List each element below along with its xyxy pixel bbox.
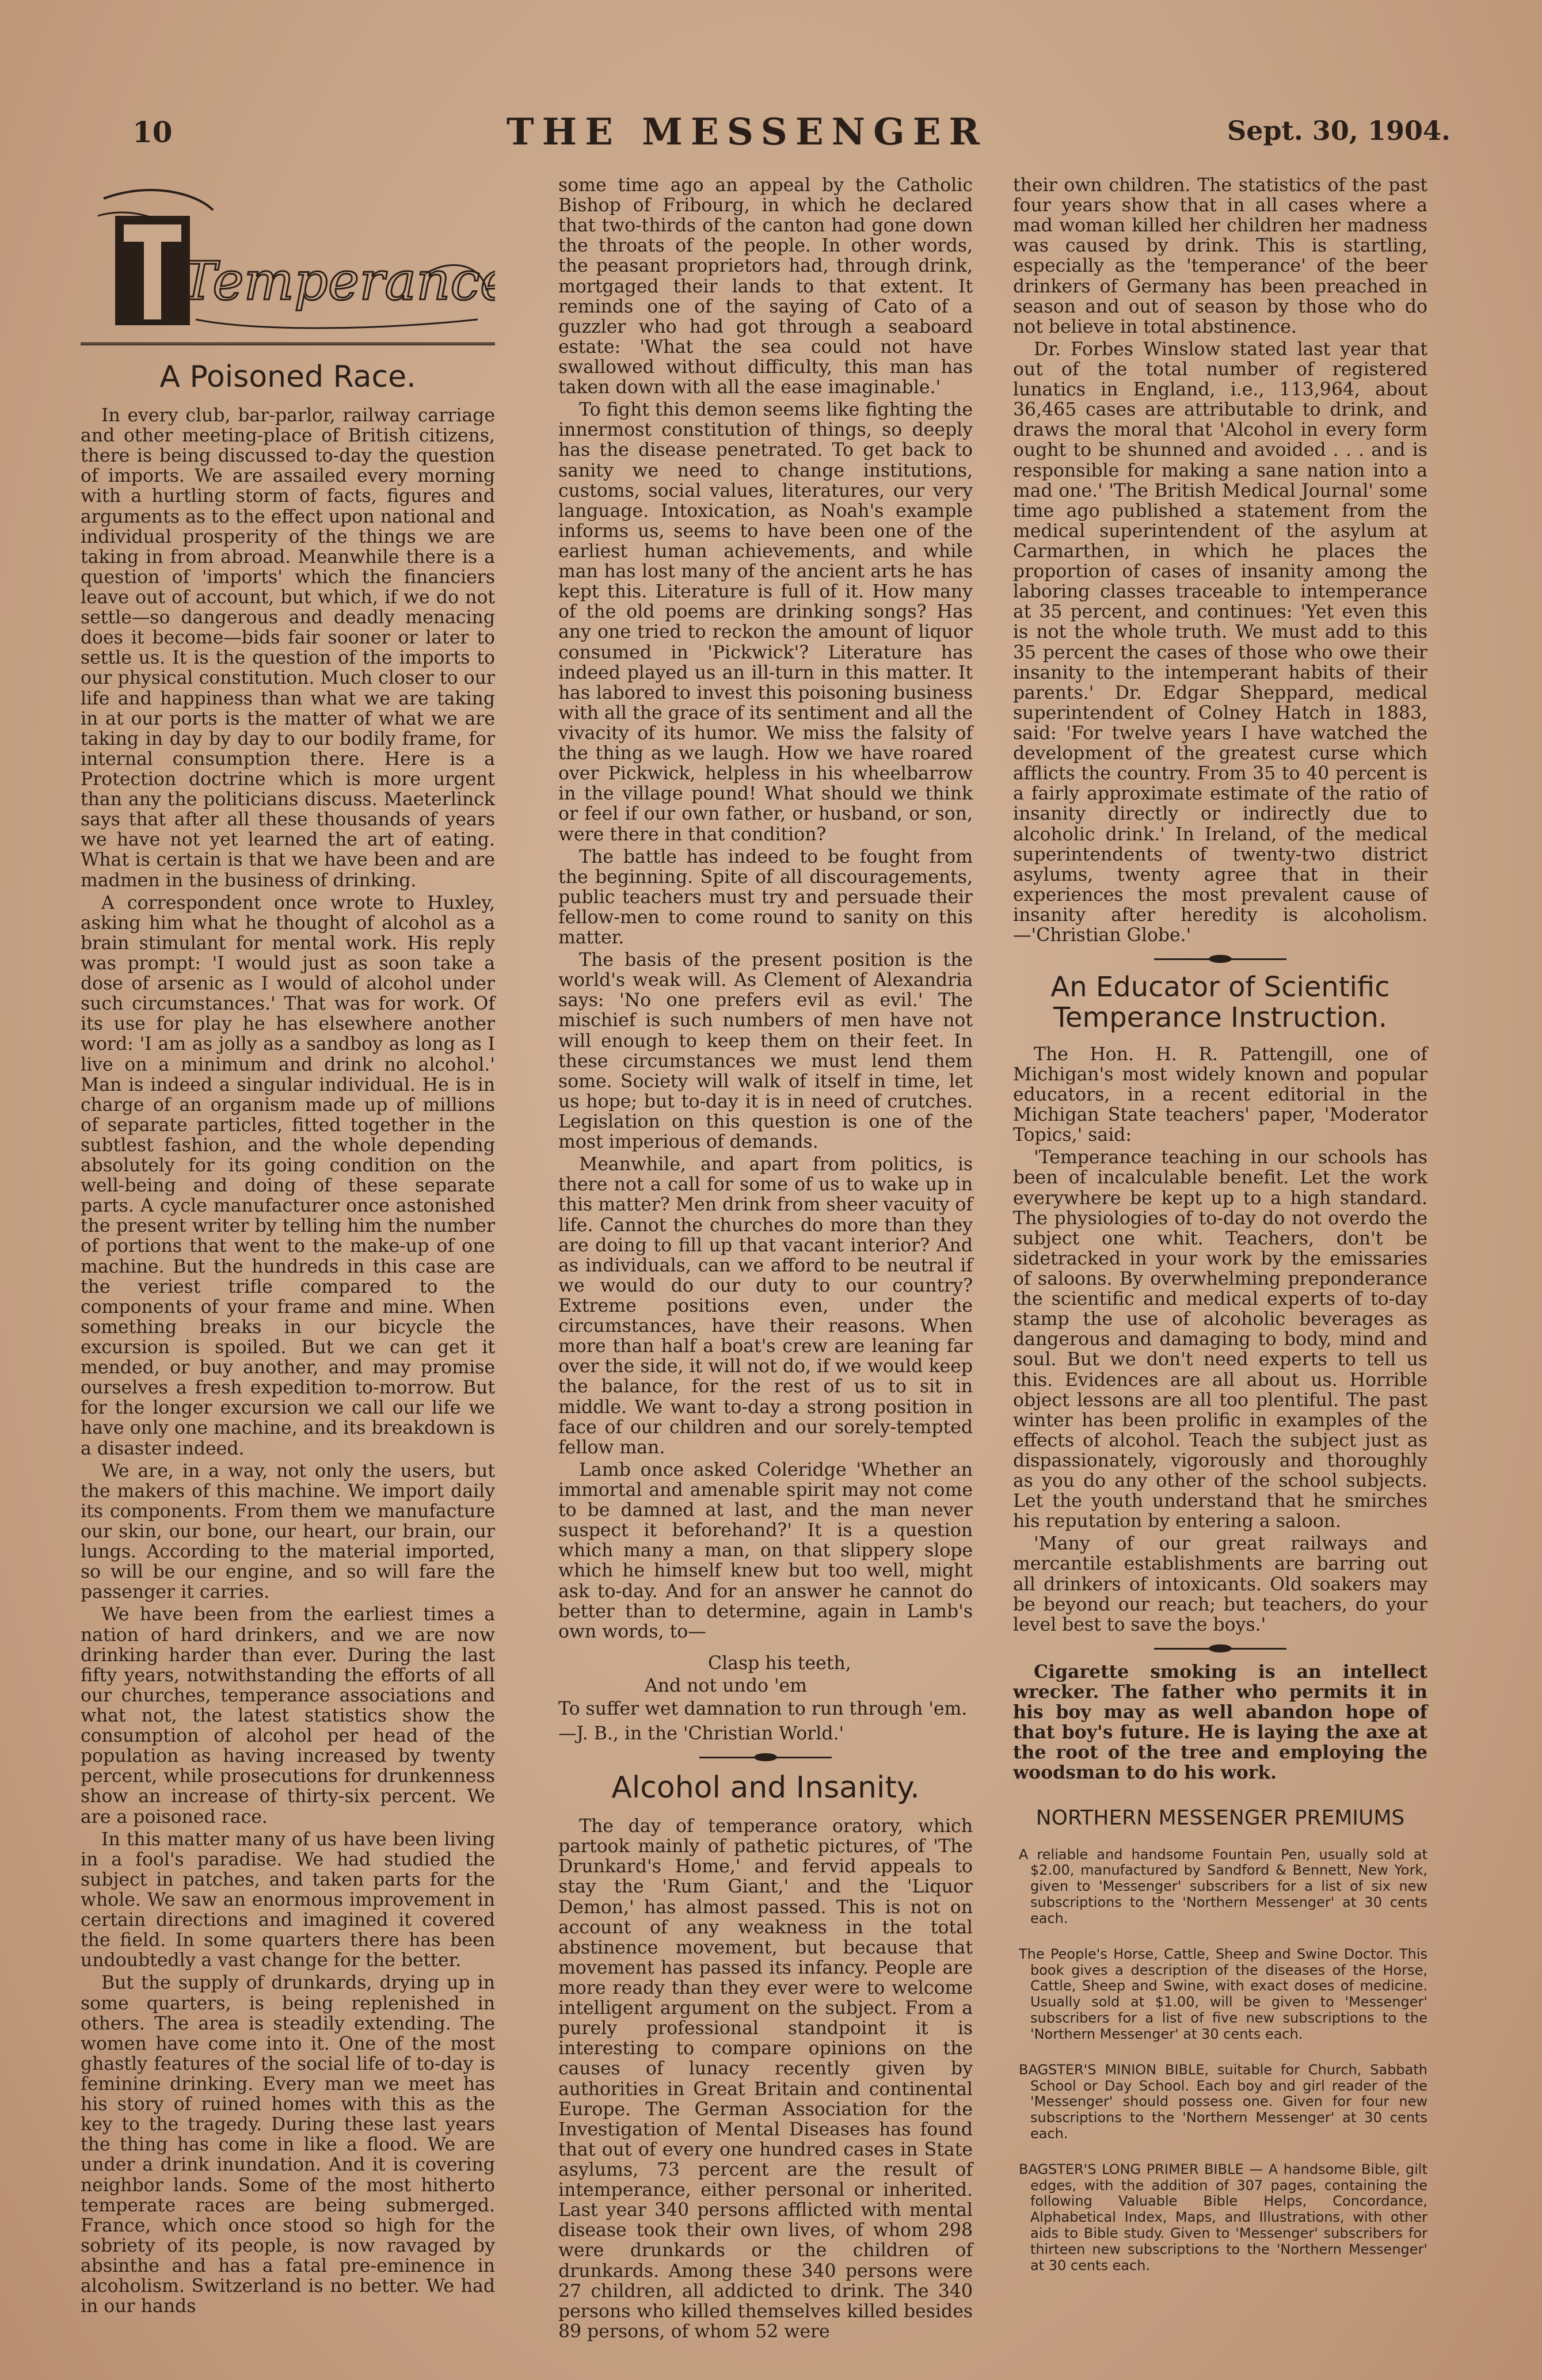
premium-item: BAGSTER'S LONG PRIMER BIBLE — A handsome Bible, gilt edges, with the addition of 307 pages, containing the following Valuable Bible Helps, Concordance, Alphabetical Index, Maps, and Illustrations, with other aids to Bible study. Given to 'Messenger' subscribers for thirteen new subscriptions to the 'Northern Messenger' at 30 cents each. (1019, 2161, 1427, 2274)
temperance-banner (81, 176, 495, 354)
section-separator (699, 1753, 832, 1761)
article-paragraph: 'Many of our great railways and mercantile establishments are barring out all drinkers of intoxicants. Old soakers may be beyond our reach; but teachers, do your level best to save the boys.' (1013, 1533, 1427, 1635)
premium-item: BAGSTER'S MINION BIBLE, suitable for Church, Sabbath School or Day School. Each boy and girl reader of the 'Messenger' should possess one. Given for four new subscriptions to the 'Northern Messenger' at 30 cents each. (1019, 2061, 1427, 2142)
issue-date: Sept. 30, 1904. (1227, 115, 1450, 146)
article-title-educator: An Educator of Scientific Temperance Instruction. (1050, 971, 1390, 1034)
article-paragraph: The basis of the present position is the world's weak will. As Clement of Alexandria says: 'No one prefers evil as evil.' The mischief is such numbers of men have not will enough to keep them on their feet. In these circumstances we must lend them some. Society will walk of itself in time, let us hope; but to-day it is in need of crutches. Legislation on this question is one of the most imperious of demands. (558, 950, 973, 1153)
article-paragraph: some time ago an appeal by the Catholic Bishop of Fribourg, in which he declared that two-thirds of the canton had gone down the throats of the people. In other words, the peasant proprietors had, through drink, mortgaged their lands to that extent. It reminds one of the saying of Cato of a guzzler who had got through a seaboard estate: 'What the sea could not have swallowed without difficulty, this man has taken down with all the ease imaginable.' (558, 175, 973, 398)
article-title-alcohol-insanity: Alcohol and Insanity. (611, 1770, 920, 1806)
section-separator (1154, 1644, 1286, 1652)
article-paragraph: We are, in a way, not only the users, but the makers of this machine. We import daily its components. From them we manufacture our skin, our bone, our heart, our brain, our lungs. According to the material imported, so will be our engine, and so will fare the passenger it carries. (81, 1460, 495, 1603)
article-signature: —J. B., in the 'Christian World.' (558, 1723, 844, 1744)
article-paragraph: A correspondent once wrote to Huxley, asking him what he thought of alcohol as a brain stimulant for mental work. His reply was prompt: 'I would just as soon take a dose of arsenic as I would of alcohol under such circumstances.' That was for work. Of its use for play he has elsewhere another word: 'I am as jolly as a sandboy as long as I live on a minimum and drink no alcohol.' Man is indeed a singular individual. He is in charge of an organism made up of millions of separate particles, fitted together in the subtlest fashion, and the whole depending absolutely for its going condition on the well-being and doing of these separate parts. A cycle manufacturer once astonished the present writer by telling him the number of portions that went to the make-up of one machine. But the hundreds in this case are the veriest trifle compared to the components of your frame and mine. When something breaks in our bicycle the excursion is spoiled. But we can get it mended, or buy another, and may promise ourselves a fresh expedition to-morrow. But for the longer excursion we call our life we have only one machine, and its breakdown is a disaster indeed. (81, 892, 495, 1459)
page-header (132, 111, 1450, 154)
cigarette-note: Cigarette smoking is an intellect wrecker. The father who permits it in his boy may as well abandon hope of that boy's future. He is laying the axe at the root of the tree and employing the woodsman to do his work. (1013, 1661, 1427, 1784)
masthead: THE MESSENGER (507, 111, 988, 154)
page-number: 10 (132, 115, 173, 149)
column-2 (558, 176, 973, 2344)
article-paragraph: The day of temperance oratory, which partook mainly of pathetic pictures, of 'The Drunkard's Home,' and fervid appeals to stay the 'Rum Giant,' and the 'Liquor Demon,' has almost passed. This is not on account of any weakness in the total abstinence movement, but because that movement has passed its infancy. People are more ready than they ever were to welcome intelligent argument on the subject. From a purely professional standpoint it is interesting to compare opinions on the causes of lunacy recently given by authorities in Great Britain and continental Europe. The German Association for the Investigation of Mental Diseases has found that out of every one hundred cases in State asylums, 73 percent are the result of intemperance, either personal or inherited. Last year 340 persons afflicted with mental disease took their own lives, of whom 298 were drunkards or the children of drunkards. Among these 340 persons were 27 children, all addicted to drink. The 340 persons who killed themselves killed besides 89 persons, of whom 52 were (558, 1816, 973, 2342)
poem-line: And not undo 'em (645, 1675, 808, 1697)
section-separator (1154, 955, 1286, 963)
article-paragraph: Dr. Forbes Winslow stated last year that out of the total number of registered lunatics in England, i.e., 113,964, about 36,465 cases are attributable to drink, and draws the moral that 'Alcohol in every form ought to be shunned and avoided . . . and is responsible for making a sane nation into a mad one.' 'The British Medical Journal' some time ago published a statement from the medical superintendent of the asylum at Carmarthen, in which he places the proportion of cases of insanity among the laboring classes traceable to intemperance at 35 percent, and continues: 'Yet even this is not the whole truth. We must add to this 35 percent the cases of those who owe their insanity to the intemperant habits of their parents.' Dr. Edgar Sheppard, medical superintendent of Colney Hatch in 1883, said: 'For twelve years I have watched the development of the greatest curse which afflicts the country. From 35 to 40 percent is a fairly approximate estimate of the ratio of insanity directly or indirectly due to alcoholic drink.' In Ireland, of the medical superintendents of twenty-two district asylums, twenty agree that in their experiences the most prevalent cause of insanity after heredity is alcoholism.—'Christian Globe.' (1013, 338, 1427, 946)
article-paragraph: We have been from the earliest times a nation of hard drinkers, and we are now drinking harder than ever. During the last fifty years, notwithstanding the efforts of all our churches, temperance associations and what not, the latest statistics show the consumption of alcohol per head of the population as having increased by twenty percent, while prosecutions for drunkenness show an increase of thirty-six percent. We are a poisoned race. (81, 1604, 495, 1827)
article-paragraph: their own children. The statistics of the past four years show that in all cases where a mad woman killed her children her madness was caused by drink. This is startling, especially as the 'temperance' of the beer drinkers of Germany has been preached in season and out of season by those who do not believe in total abstinence. (1013, 175, 1427, 337)
banner-rule (81, 342, 495, 345)
article-paragraph: To fight this demon seems like fighting the innermost constitution of things, so deeply has the disease penetrated. To get back to sanity we need to change institutions, customs, social values, literatures, our very language. Intoxication, as Noah's example informs us, seems to have been one of the earliest human achievements, and while man has lost many of the ancient arts he has kept this. Literature is full of it. How many of the old poems are drinking songs? Has any one tried to reckon the amount of liquor consumed in 'Pickwick'? Literature has indeed played us an ill-turn in this matter. It has labored to invest this poisoning business with all the grace of its sentiment and all the vivacity of its humor. We miss the falsity of the thing as we laugh. How we have roared over Pickwick, helpless in his wheelbarrow in the village pound! What should we think or feel if our own father, or husband, or son, were there in that condition? (558, 399, 973, 845)
article-paragraph: 'Temperance teaching in our schools has been of incalculable benefit. Let the work everywhere be kept up to a high standard. The physiologies of to-day do not overdo the subject one whit. Teachers, don't be sidetracked in your work by the emissaries of saloons. By overwhelming preponderance the scientific and medical experts of to-day stamp the use of alcoholic beverages as dangerous and damaging to body, mind and soul. But we don't need experts to tell us this. Evidences are all about us. Horrible object lessons are all too plentiful. The past winter has been prolific in examples of the effects of alcohol. Teach the subject just as dispassionately, vigorously and thoroughly as you do any other of the school subjects. Let the youth understand that he smirches his reputation by entering a saloon. (1013, 1147, 1427, 1532)
article-paragraph: The Hon. H. R. Pattengill, one of Michigan's most widely known and popular educators, in a recent editorial in the Michigan State teachers' paper, 'Moderator Topics,' said: (1013, 1044, 1427, 1146)
article-paragraph: In this matter many of us have been living in a fool's paradise. We had studied the subject in patches, and taken parts for the whole. We saw an enormous improvement in certain directions and imagined it covered the field. In some quarters there has been undoubtedly a vast change for the better. (81, 1829, 495, 1971)
article-paragraph: But the supply of drunkards, drying up in some quarters, is being replenished in others. The area is steadily extending. The women have come into it. One of the most ghastly features of the social life of to-day is feminine drinking. Every man we meet has his story of ruined homes with this as the key to the tragedy. During these last years the thing has come in like a flood. We are under a drink inundation. And it is covering neighbor lands. Some of the most hitherto temperate races are being submerged. France, which once stood so high for the sobriety of its people, is now ravaged by absinthe and has a fatal pre-eminence in alcoholism. Switzerland is no better. We had in our hands (81, 1972, 495, 2317)
poem-line: To suffer wet damnation to run through 'em. (558, 1698, 968, 1719)
poem-line: Clasp his teeth, (708, 1652, 851, 1674)
article-paragraph: Meanwhile, and apart from politics, is there not a call for some of us to wake up in this matter? Men drink from sheer vacuity of life. Cannot the churches do more than they are doing to fill up that vacant interior? And as individuals, can we afford to be neutral if we would do our duty to our country? Extreme positions even, under the circumstances, have their reasons. When more than half a boat's crew are leaning far over the side, it will not do, if we would keep the balance, for the rest of us to sit in middle. We want to-day a strong position in face of our children and our sorely-tempted fellow man. (558, 1154, 973, 1458)
article-title-poisoned-race: A Poisoned Race. (159, 360, 416, 394)
poem-quote (558, 1652, 973, 1720)
premium-item: A reliable and handsome Fountain Pen, usually sold at $2.00, manufactured by Sandford & Bennett, New York, given to 'Messenger' subscribers for a list of six new subscriptions to the 'Northern Messenger' at 30 cents each. (1019, 1846, 1427, 1926)
banner-label: Temperance (181, 250, 495, 312)
article-paragraph: Lamb once asked Coleridge 'Whether an immortal and amenable spirit may not come to be damned at last, and the man never suspect it beforehand?' It is a question which many a man, on that slippery slope which he himself knew but too well, might ask to-day. And for an answer he cannot do better than to determine, again in Lamb's own words, to— (558, 1459, 973, 1642)
article-paragraph: The battle has indeed to be fought from the beginning. Spite of all discouragements, public teachers must try and persuade their fellow-men to come round to sanity on this matter. (558, 846, 973, 949)
article-paragraph: In every club, bar-parlor, railway carriage and other meeting-place of British citizens, there is being discussed to-day the question of imports. We are assailed every morning with a hurtling storm of facts, figures and arguments as to the effect upon national and individual prosperity of the things we are taking in from abroad. Meanwhile there is a question of 'imports' which the financiers leave out of account, but which, if we do not settle—so dangerous and deadly menacing does it become—bids fair sooner or later to settle us. It is the question of the imports to our physical constitution. Much closer to our life and happiness than what we are taking in at our ports is the matter of what we are taking in day by day to our bodily frame, for internal consumption there. Here is a Protection doctrine which is more urgent than any the politicians discuss. Maeterlinck says that after all these thousands of years we have not yet learned the art of eating. What is certain is that we have been and are madmen in the business of drinking. (81, 405, 495, 891)
premium-item: The People's Horse, Cattle, Sheep and Swine Doctor. This book gives a description of the diseases of the Horse, Cattle, Sheep and Swine, with exact doses of medicine. Usually sold at $1.00, will be given to 'Messenger' subscribers for a list of five new subscriptions to the 'Northern Messenger' at 30 cents each. (1019, 1945, 1427, 2042)
column-3 (1013, 176, 1427, 2294)
column-1 (81, 176, 495, 2319)
temperance-banner-art (81, 176, 495, 342)
premiums-title: NORTHERN MESSENGER PREMIUMS (1035, 1806, 1405, 1830)
